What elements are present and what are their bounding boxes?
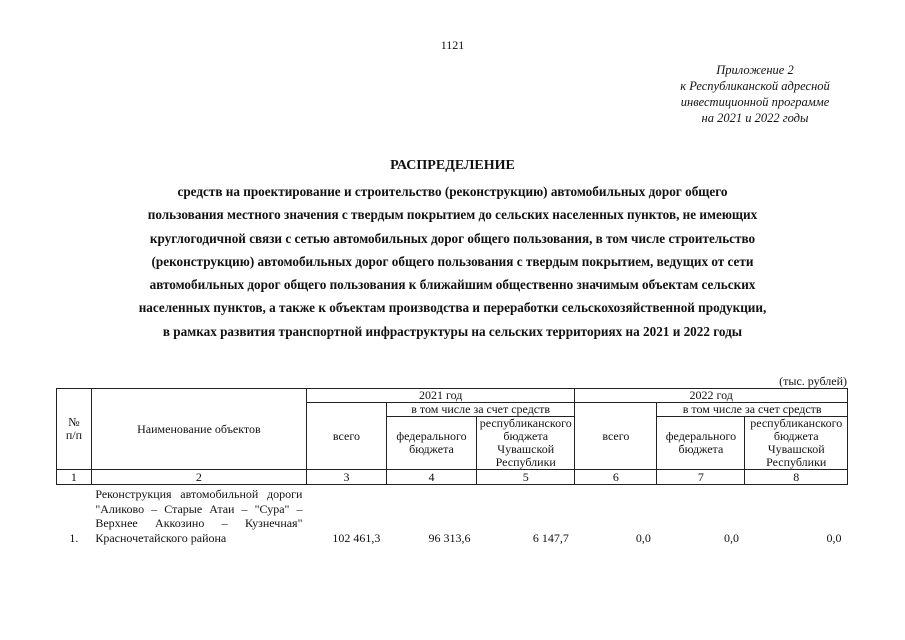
subtitle-line: в рамках развития транспортной инфраструктуры на сельских территориях на 2021 и 2022 годы xyxy=(162,323,743,339)
subtitle-line: средств на проектирование и строительство (реконструкцию) автомобильных дорог общего xyxy=(177,184,728,199)
header-number: № п/п xyxy=(57,389,92,470)
column-number: 8 xyxy=(745,470,848,485)
federal-2021: 96 313,6 xyxy=(428,530,471,545)
header-including-2022: в том числе за счет средств xyxy=(657,403,848,417)
republic-2021: 6 147,7 xyxy=(532,530,569,545)
column-number: 3 xyxy=(306,470,386,485)
appendix-note xyxy=(640,62,870,126)
page-number: 1121 xyxy=(440,38,465,52)
header-federal-2022: федерального бюджета xyxy=(657,417,745,470)
row-index: 1. xyxy=(69,530,79,545)
header-total-2022: всего xyxy=(575,403,657,470)
header-total-2021: всего xyxy=(306,403,386,470)
appendix-line: Приложение 2 xyxy=(716,63,794,77)
republic-2022: 0,0 xyxy=(826,530,842,545)
column-number: 6 xyxy=(575,470,657,485)
header-year-2022: 2022 год xyxy=(575,389,848,403)
header-object-name: Наименование объектов xyxy=(91,389,306,470)
total-2021: 102 461,3 xyxy=(332,530,381,545)
document-title: РАСПРЕДЕЛЕНИЕ xyxy=(390,158,515,173)
column-number: 2 xyxy=(91,470,306,485)
column-number: 4 xyxy=(386,470,476,485)
column-number: 5 xyxy=(477,470,575,485)
column-number: 1 xyxy=(57,470,92,485)
appendix-line: к Республиканской адресной xyxy=(680,79,830,93)
column-number: 7 xyxy=(657,470,745,485)
appendix-line: инвестиционной программе xyxy=(680,95,830,109)
distribution-table xyxy=(56,388,848,545)
header-including-2021: в том числе за счет средств xyxy=(386,403,575,417)
header-republic-2021: республиканского бюджета Чувашской Республики xyxy=(477,417,575,470)
header-federal-2021: федерального бюджета xyxy=(386,417,476,470)
appendix-line: на 2021 и 2022 годы xyxy=(701,111,809,125)
units-label: (тыс. рублей) xyxy=(779,374,847,388)
header-republic-2022: республиканского бюджета Чувашской Республики xyxy=(745,417,848,470)
object-name: Реконструкция автомобильной дороги "Аликово – Старые Атаи – "Сура" – Верхнее Аккозино – Кузнечная" Красночетайского района xyxy=(95,487,303,545)
subtitle-line: круглогодичной связи с сетью автомобильных дорог общего пользования, в том числе строительство xyxy=(149,230,756,246)
table-row xyxy=(57,485,848,546)
header-year-2021: 2021 год xyxy=(306,389,574,403)
federal-2022: 0,0 xyxy=(723,530,739,545)
subtitle-line: автомобильных дорог общего пользования к ближайшим общественно значимым объектам сельских xyxy=(149,277,756,293)
subtitle-line: (реконструкцию) автомобильных дорог общего пользования с твердым покрытием, ведущих от сети xyxy=(151,253,754,269)
total-2022: 0,0 xyxy=(635,530,651,545)
subtitle-line: пользования местного значения с твердым покрытием до сельских населенных пунктов, не имеющих xyxy=(147,207,758,223)
column-number-row xyxy=(57,470,848,485)
document-subtitle xyxy=(60,180,845,343)
subtitle-line: населенных пунктов, а также к объектам производства и переработки сельскохозяйственной продукции, xyxy=(138,300,767,316)
